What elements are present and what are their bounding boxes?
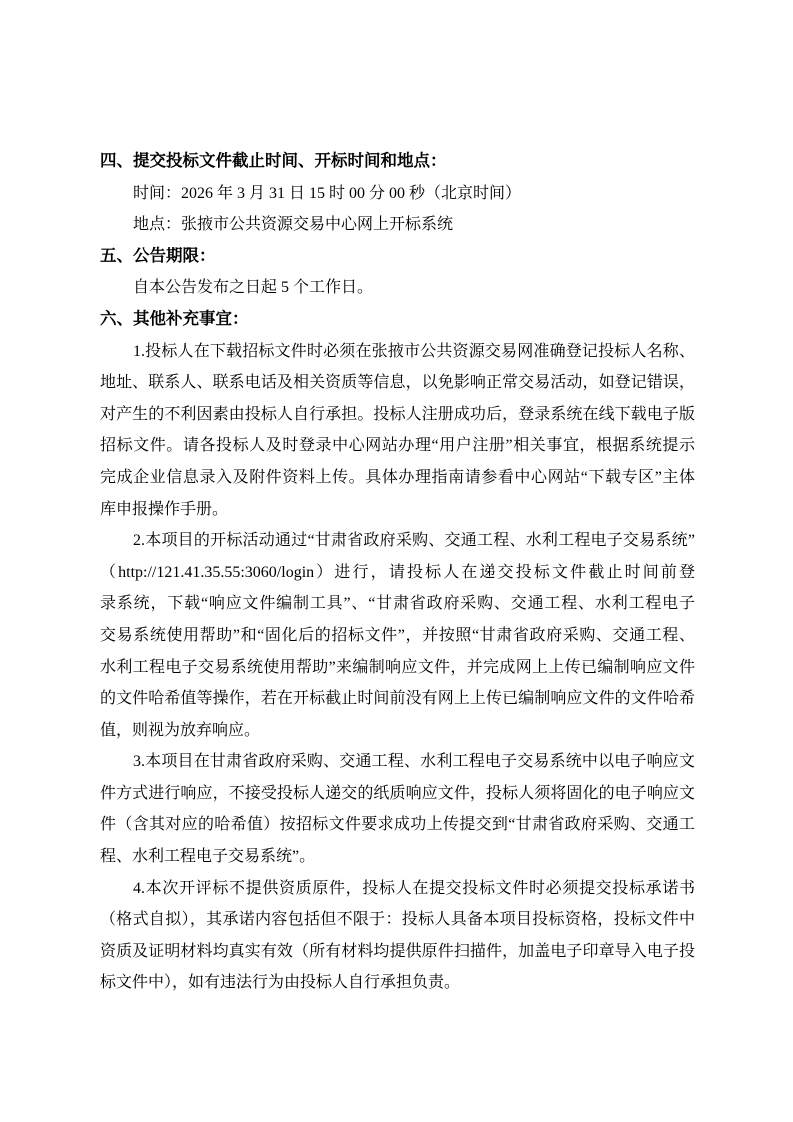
section-heading: 六、其他补充事宜：: [100, 309, 249, 328]
section-heading: 五、公告期限：: [100, 246, 216, 265]
paragraph-line: 地址、联系人、联系电话及相关资质等信息，以免影响正常交易活动，如登记错误，: [100, 374, 695, 392]
paragraph-line: 标文件中），如有违法行为由投标人自行承担负责。: [100, 974, 461, 992]
paragraph-line: 4.本次开评标不提供资质原件，投标人在提交投标文件时必须提交投标承诺书: [133, 879, 695, 897]
document-content: [100, 146, 695, 999]
paragraph-line: 件（含其对应的哈希值）按招标文件要求成功上传提交到“甘肃省政府采购、交通工: [100, 816, 695, 834]
paragraph-line: （格式自拟），其承诺内容包括但不限于：投标人具备本项目投标资格，投标文件中: [100, 911, 695, 929]
paragraph-line: 值，则视为放弃响应。: [100, 721, 261, 739]
paragraph-line: 录系统，下载“响应文件编制工具”、“甘肃省政府采购、交通工程、水利工程电子: [100, 595, 695, 613]
paragraph-line: 完成企业信息录入及附件资料上传。具体办理指南请参看中心网站“下载专区”主体: [100, 468, 695, 486]
paragraph-line: 的文件哈希值等操作，若在开标截止时间前没有网上上传已编制响应文件的文件哈希: [100, 690, 695, 708]
paragraph-line: 交易系统使用帮助”和“固化后的招标文件”，并按照“甘肃省政府采购、交通工程、: [100, 626, 695, 644]
indented-text-line: 地点：张掖市公共资源交易中心网上开标系统: [133, 216, 454, 234]
paragraph-line: 3.本项目在甘肃省政府采购、交通工程、水利工程电子交易系统中以电子响应文: [133, 753, 695, 771]
paragraph-line: 对产生的不利因素由投标人自行承担。投标人注册成功后，登录系统在线下载电子版: [100, 405, 695, 423]
paragraph-line: 资质及证明材料均真实有效（所有材料均提供原件扫描件，加盖电子印章导入电子投: [100, 942, 695, 960]
paragraph-line: 水利工程电子交易系统使用帮助”来编制响应文件，并完成网上上传已编制响应文件: [100, 658, 695, 676]
paragraph-line: 1.投标人在下载招标文件时必须在张掖市公共资源交易网准确登记投标人名称、: [133, 342, 695, 360]
paragraph-line: 2.本项目的开标活动通过“甘肃省政府采购、交通工程、水利工程电子交易系统”: [133, 532, 695, 550]
indented-text-line: 时间：2026 年 3 月 31 日 15 时 00 分 00 秒（北京时间）: [133, 184, 522, 202]
paragraph-line: 程、水利工程电子交易系统”。: [100, 848, 316, 866]
paragraph-line: 招标文件。请各投标人及时登录中心网站办理“用户注册”相关事宜，根据系统提示: [100, 437, 695, 455]
indented-text-line: 自本公告发布之日起 5 个工作日。: [133, 279, 374, 297]
paragraph-line: 库申报操作手册。: [100, 500, 229, 518]
section-heading: 四、提交投标文件截止时间、开标时间和地点：: [100, 152, 447, 170]
paragraph-line: （http://121.41.35.55:3060/login）进行，请投标人在递交投标文件截止时间前登: [100, 563, 695, 581]
paragraph-line: 件方式进行响应，不接受投标人递交的纸质响应文件，投标人须将固化的电子响应文: [100, 784, 695, 802]
